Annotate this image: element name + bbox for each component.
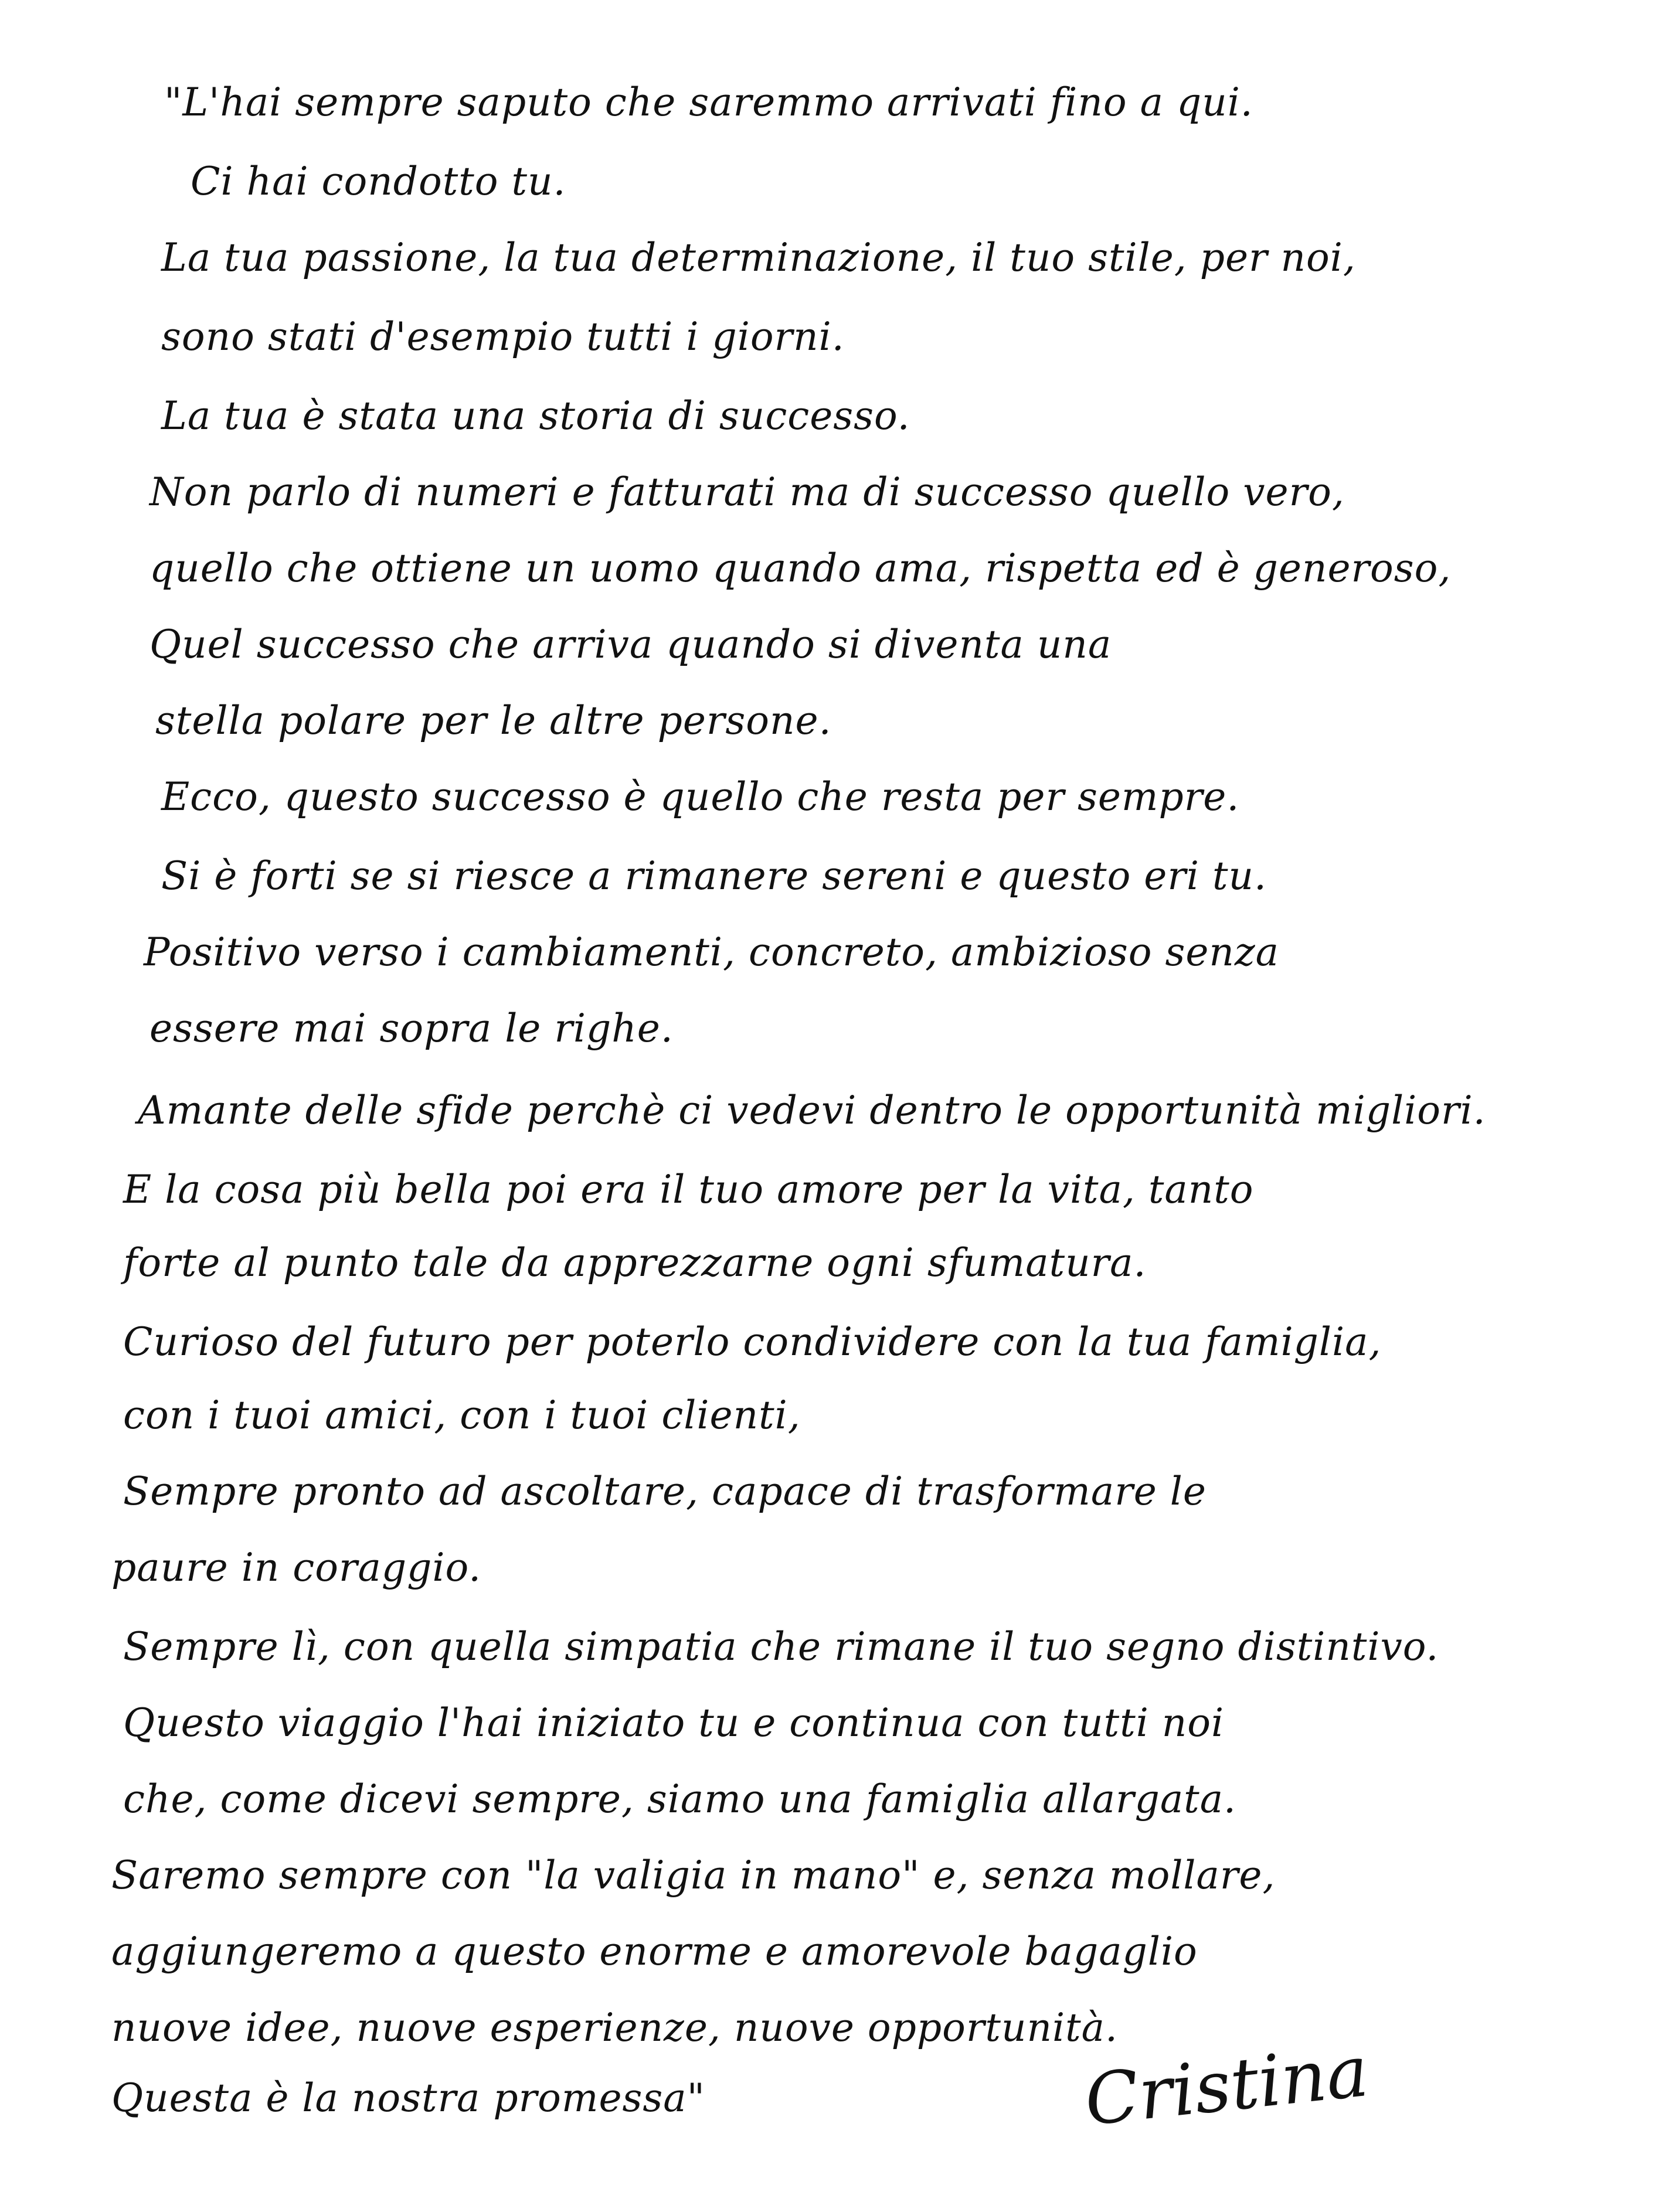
letter-line: La tua è stata una storia di successo.: [161, 393, 910, 438]
letter-line: aggiungeremo a questo enorme e amorevole bagaglio: [111, 1929, 1198, 1974]
letter-line: Questo viaggio l'hai iniziato tu e continua con tutti noi: [123, 1700, 1225, 1745]
letter-line: Ecco, questo successo è quello che resta per sempre.: [161, 774, 1240, 819]
letter-line: forte al punto tale da apprezzarne ogni sfumatura.: [123, 1240, 1147, 1285]
letter-line: Sempre pronto ad ascoltare, capace di trasformare le: [123, 1469, 1207, 1514]
letter-line: sono stati d'esempio tutti i giorni.: [161, 314, 845, 359]
letter-line: paure in coraggio.: [111, 1545, 482, 1590]
letter-line: essere mai sopra le righe.: [149, 1006, 674, 1051]
letter-line: E la cosa più bella poi era il tuo amore per la vita, tanto: [123, 1167, 1254, 1212]
letter-line: quello che ottiene un uomo quando ama, rispetta ed è generoso,: [149, 546, 1452, 591]
letter-line: Non parlo di numeri e fatturati ma di successo quello vero,: [149, 469, 1345, 515]
letter-line: Saremo sempre con "la valigia in mano" e, senza mollare,: [111, 1853, 1276, 1898]
letter-line: Quel successo che arriva quando si diventa una: [149, 622, 1112, 667]
letter-line: Questa è la nostra promessa": [111, 2075, 706, 2121]
letter-line: Curioso del futuro per poterlo condividere con la tua famiglia,: [123, 1319, 1382, 1364]
letter-line: Positivo verso i cambiamenti, concreto, ambizioso senza: [144, 930, 1280, 975]
signature: Cristina: [1081, 2031, 1372, 2142]
letter-line: Si è forti se si riesce a rimanere sereni e questo eri tu.: [161, 853, 1267, 899]
letter-line: "L'hai sempre saputo che saremmo arrivati fino a qui.: [164, 80, 1253, 125]
letter-line: con i tuoi amici, con i tuoi clienti,: [123, 1393, 801, 1438]
letter-line: La tua passione, la tua determinazione, il tuo stile, per noi,: [161, 235, 1356, 280]
letter-line: nuove idee, nuove esperienze, nuove opportunità.: [111, 2005, 1118, 2050]
letter-line: Sempre lì, con quella simpatia che rimane il tuo segno distintivo.: [123, 1624, 1439, 1669]
letter-line: stella polare per le altre persone.: [155, 698, 832, 743]
letter-line: Ci hai condotto tu.: [191, 159, 566, 204]
letter-line: che, come dicevi sempre, siamo una famiglia allargata.: [123, 1777, 1237, 1822]
letter-line: Amante delle sfide perchè ci vedevi dentro le opportunità migliori.: [138, 1088, 1486, 1133]
